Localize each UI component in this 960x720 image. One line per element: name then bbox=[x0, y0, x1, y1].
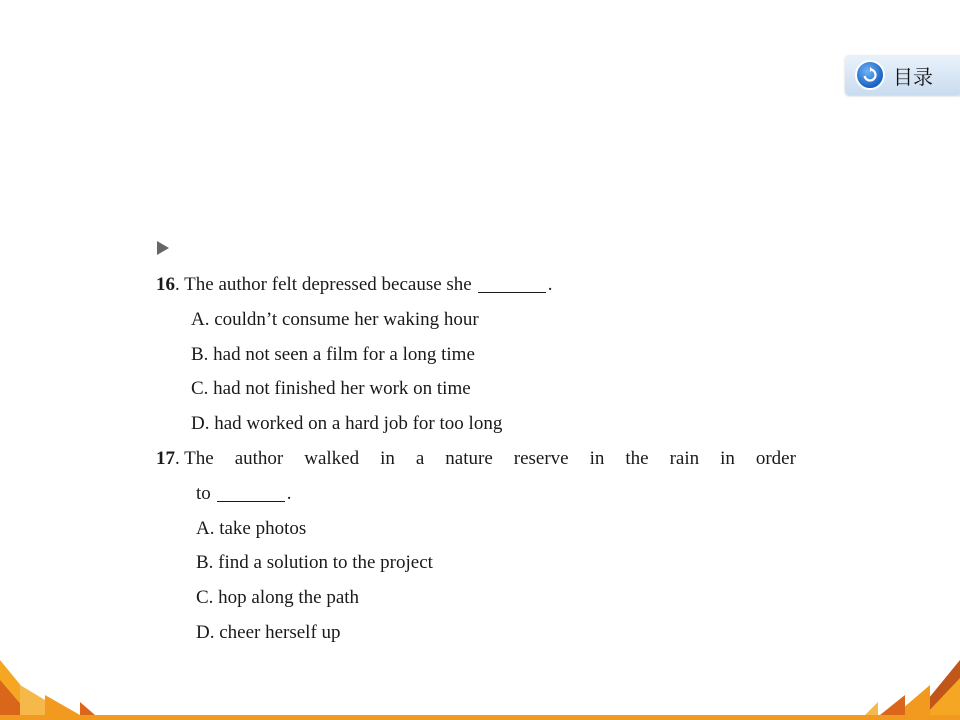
option-16-c[interactable]: C. had not finished her work on time bbox=[191, 378, 471, 400]
footer-bar bbox=[0, 715, 960, 720]
answer-blank[interactable] bbox=[217, 481, 285, 502]
option-16-d[interactable]: D. had worked on a hard job for too long bbox=[191, 413, 503, 435]
play-triangle-icon bbox=[157, 241, 169, 255]
question-list bbox=[156, 268, 796, 651]
option-16-a[interactable]: A. couldn’t consume her waking hour bbox=[191, 308, 479, 330]
option-17-a[interactable]: A. take photos bbox=[196, 517, 307, 539]
refresh-circle-icon bbox=[855, 60, 885, 90]
question-number: 16 bbox=[156, 274, 175, 295]
toc-button[interactable] bbox=[845, 55, 960, 95]
question-17-stem: 17. The author walked in a nature reserve in the rain in order bbox=[156, 447, 796, 469]
question-17-stem-continued: to . bbox=[196, 482, 292, 504]
corner-decoration-left bbox=[0, 660, 100, 720]
option-16-b[interactable]: B. had not seen a film for a long time bbox=[191, 343, 475, 365]
option-17-c[interactable]: C. hop along the path bbox=[196, 587, 360, 609]
toc-label: 目录 bbox=[893, 64, 933, 89]
question-number: 17 bbox=[156, 447, 175, 469]
corner-decoration-right bbox=[860, 660, 960, 720]
option-17-b[interactable]: B. find a solution to the project bbox=[196, 552, 433, 574]
option-17-d[interactable]: D. cheer herself up bbox=[196, 621, 341, 643]
answer-blank[interactable] bbox=[478, 272, 546, 293]
question-16-stem: 16. The author felt depressed because she . bbox=[156, 274, 553, 295]
